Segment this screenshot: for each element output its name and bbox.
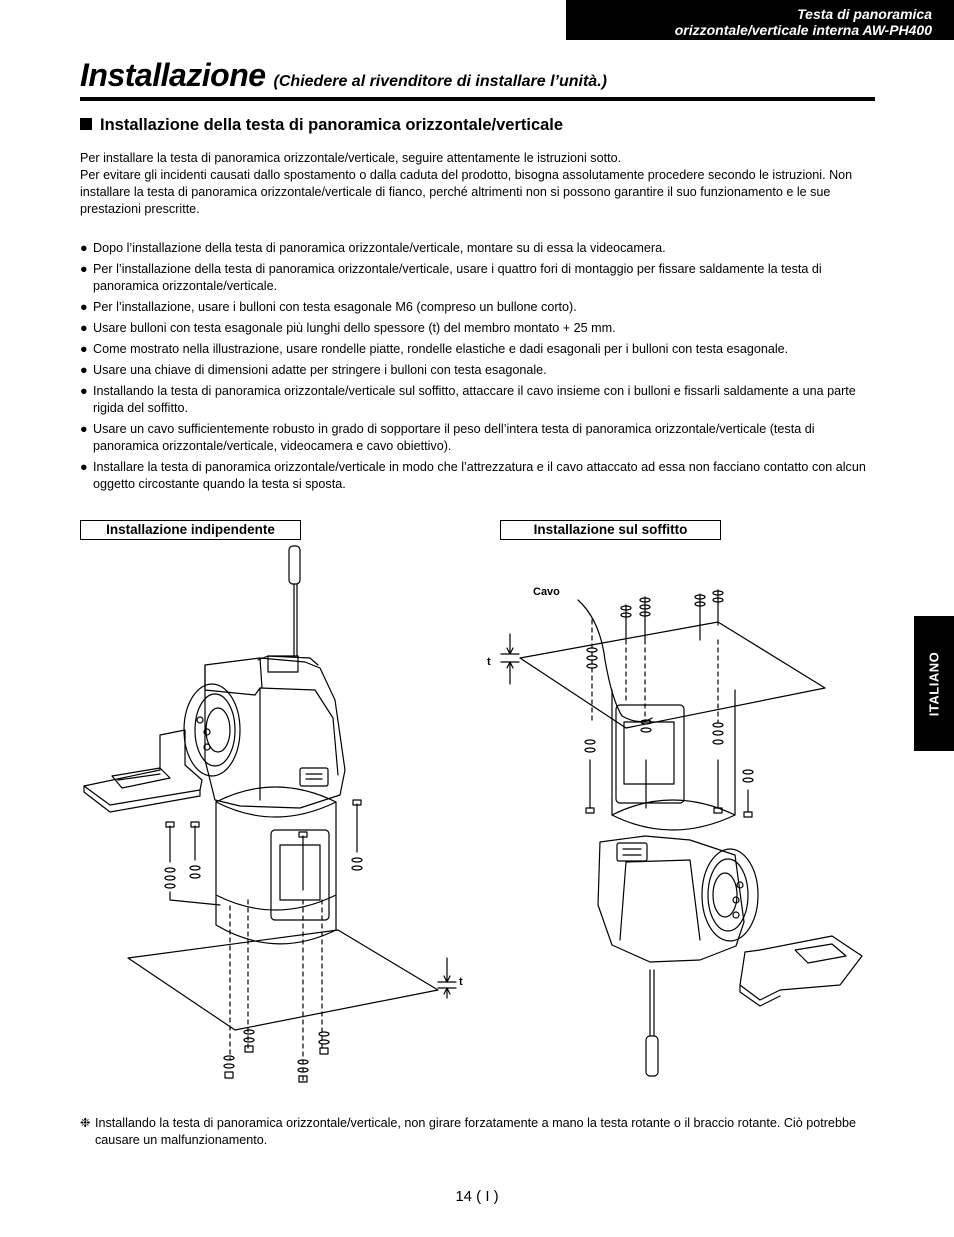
cable-label: Cavo	[533, 586, 560, 598]
bullet-dot-icon: ●	[80, 300, 88, 314]
language-side-tab-text: ITALIANO	[926, 651, 942, 716]
thickness-label-ceiling: t	[487, 656, 491, 668]
thickness-label-standalone: t	[459, 976, 463, 988]
section-heading-text: Installazione della testa di panoramica orizzontale/verticale	[100, 116, 564, 134]
ceiling-pan-tilt-head-drawing	[501, 590, 862, 1076]
footnote-text: Installando la testa di panoramica orizzontale/verticale, non girare forzatamente a mano la testa rotante o il braccio rotante. Ciò potrebbe causare un malfunzionamento.	[95, 1116, 856, 1147]
list-item-text: Usare un cavo sufficientemente robusto in grado di sopportare il peso dell’intera testa di panoramica orizzontale/verticale (testa di panoramica orizzontale/verticale, videocamera e cavo obiettivo).	[93, 422, 815, 453]
list-item-text: Usare bulloni con testa esagonale più lunghi dello spessore (t) del membro montato + 25 mm.	[93, 321, 616, 335]
list-item-text: Installare la testa di panoramica orizzontale/verticale in modo che l’attrezzatura e il cavo attaccato ad essa non facciano contatto con alcun oggetto circostante quando la testa si sposta.	[93, 460, 866, 491]
intro-paragraph: Per evitare gli incidenti causati dallo spostamento o dalla caduta del prodotto, bisogna assolutamente procedere secondo le istruzioni. Non installare la testa di panoramica orizzontale/verticale di fianco, perché altrimenti non si possono garantire il suo funzionamento e le sue prestazioni prescritte.	[80, 168, 853, 216]
language-side-tab	[914, 616, 954, 751]
header-line-1: Testa di panoramica	[797, 6, 932, 22]
page-title-main: Installazione	[80, 57, 266, 93]
bullet-dot-icon: ●	[80, 384, 88, 398]
bullet-dot-icon: ●	[80, 241, 88, 255]
page-title-sub: (Chiedere al rivenditore di installare l’unità.)	[273, 73, 607, 90]
list-item-text: Per l’installazione, usare i bulloni con testa esagonale M6 (compreso un bullone corto).	[93, 300, 577, 314]
bullet-dot-icon: ●	[80, 422, 88, 436]
figure-label-standalone: Installazione indipendente	[80, 520, 301, 540]
figure-label-ceiling: Installazione sul soffitto	[500, 520, 721, 540]
bullet-dot-icon: ●	[80, 342, 88, 356]
bullet-dot-icon: ●	[80, 460, 88, 474]
bullet-dot-icon: ●	[80, 363, 88, 377]
intro-paragraph: Per installare la testa di panoramica orizzontale/verticale, seguire attentamente le istruzioni sotto.	[80, 151, 622, 165]
list-item-text: Dopo l’installazione della testa di panoramica orizzontale/verticale, montare su di essa la videocamera.	[93, 241, 666, 255]
footnote	[80, 1115, 880, 1149]
header-line-2: orizzontale/verticale interna AW-PH400	[674, 22, 932, 38]
page-number-text: 14 ( I )	[455, 1188, 499, 1205]
list-item-text: Per l’installazione della testa di panoramica orizzontale/verticale, usare i quattro fori di montaggio per fissare saldamente la testa di panoramica orizzontale/verticale.	[93, 262, 822, 293]
standalone-pan-tilt-head-drawing	[84, 546, 456, 1082]
bullet-dot-icon: ●	[80, 321, 88, 335]
list-item-text: Installando la testa di panoramica orizzontale/verticale sul soffitto, attaccare il cavo insieme con i bulloni e fissarli saldamente a una parte rigida del soffitto.	[93, 384, 856, 415]
footnote-mark-icon: ❉	[80, 1116, 91, 1130]
bullet-dot-icon: ●	[80, 262, 88, 276]
list-item-text: Usare una chiave di dimensioni adatte per stringere i bulloni con testa esagonale.	[93, 363, 547, 377]
page-number	[0, 1188, 954, 1205]
list-item-text: Come mostrato nella illustrazione, usare rondelle piatte, rondelle elastiche e dadi esagonali per i bulloni con testa esagonale.	[93, 342, 789, 356]
